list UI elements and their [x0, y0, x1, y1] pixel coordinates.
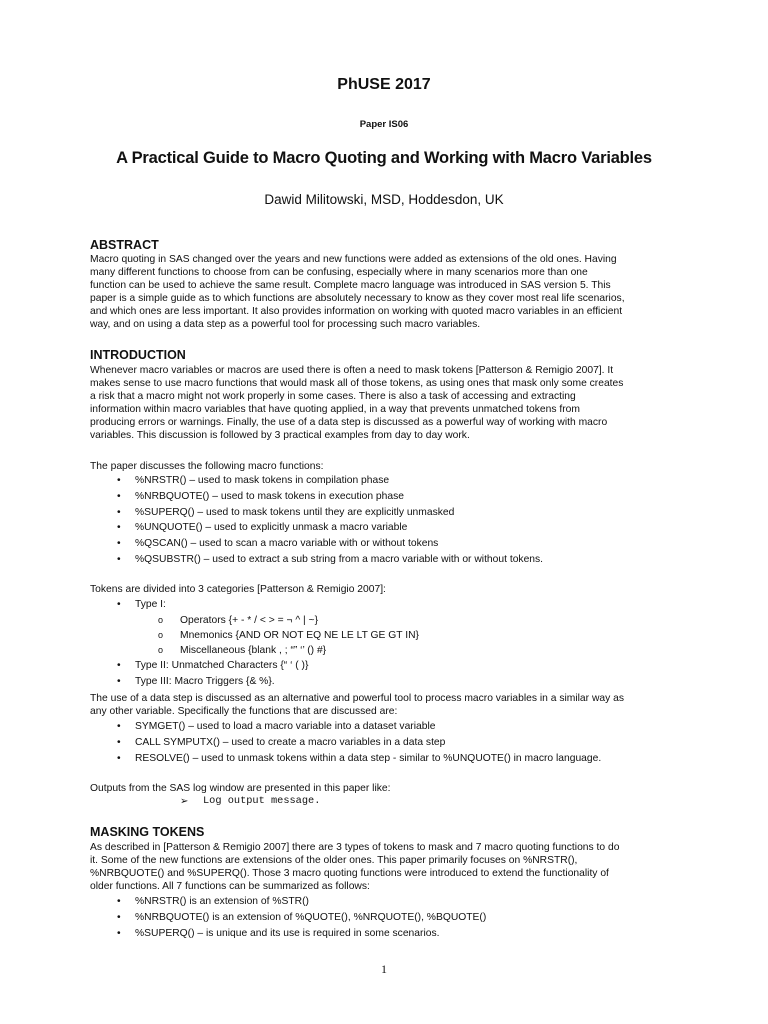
functions-intro: The paper discusses the following macro functions: [90, 461, 324, 472]
abstract-body [90, 253, 690, 332]
bullet-icon: • [117, 676, 121, 688]
datastep-paragraph [90, 692, 690, 718]
abstract-heading: ABSTRACT [90, 238, 159, 252]
list-item: • Type I: [90, 597, 690, 613]
abstract-line: Macro quoting in SAS changed over the years and new functions were added as extensions of the old ones. Having [90, 254, 617, 265]
abstract-line: function can be used to achieve the same result. Complete macro language was introduced in SAS version 5. This [90, 280, 611, 292]
author-line: Dawid Militowski, MSD, Hoddesdon, UK [264, 192, 504, 207]
log-example: ➢ Log output message. [90, 794, 690, 810]
introduction-line: information within macro variables that have quoting applied, in a way that prevents unmatched tokens from [90, 404, 580, 416]
datastep-line: The use of a data step is discussed as an alternative and powerful tool to process macro variables in a similar way as [90, 693, 624, 704]
circle-bullet-icon: o [158, 645, 164, 656]
datastep-line: any other variable. Specifically the functions that are discussed are: [90, 706, 398, 718]
token-types-list [90, 597, 690, 690]
list-item: • CALL SYMPUTX() – used to create a macro variables in a data step [90, 735, 690, 751]
bullet-icon: • [117, 660, 121, 672]
list-item: • %QSCAN() – used to scan a macro variable with or without tokens [90, 536, 690, 552]
introduction-line: variables. This discussion is followed by 3 practical examples from day to day work. [90, 430, 470, 442]
list-item: • Type III: Macro Triggers {& %}. [90, 674, 690, 690]
introduction-body [90, 364, 690, 443]
abstract-line: way, and on using a data step as a powerful tool for processing such macro variables. [90, 319, 481, 331]
list-item: • %SUPERQ() – used to mask tokens until they are explicitly unmasked [90, 505, 690, 521]
circle-bullet-icon: o [158, 629, 164, 640]
bullet-icon: • [117, 553, 121, 565]
page-number: 1 [381, 962, 387, 976]
bullet-icon: • [117, 752, 121, 764]
introduction-line: Whenever macro variables or macros are used there is often a need to mask tokens [Patterson & Remigio 2007]. It [90, 365, 614, 376]
introduction-line: makes sense to use macro functions that would mask all of those tokens, as using ones that mask only some creates [90, 378, 624, 390]
abstract-line: paper is a simple guide as to which functions are absolutely necessary to know as they cover most real life scenarios, [90, 293, 625, 305]
abstract-line: and which ones are less important. It also provides information on working with quoted macro variables in an efficient [90, 306, 623, 318]
sub-list-item: o Operators {+ - * / < > = ¬ ^ | ~} [90, 613, 690, 628]
masking-line: older functions. All 7 functions can be summarized as follows: [90, 881, 370, 893]
bullet-icon: • [117, 599, 121, 610]
conference-title: PhUSE 2017 [337, 76, 431, 93]
sub-list-item: o Mnemonics {AND OR NOT EQ NE LE LT GE GT IN} [90, 628, 690, 643]
list-item: • %NRSTR() – used to mask tokens in compilation phase [90, 473, 690, 489]
paper-title: A Practical Guide to Macro Quoting and Working with Macro Variables [116, 149, 652, 167]
functions-list [90, 473, 690, 568]
masking-line: %NRBQUOTE() and %SUPERQ(). Those 3 macro quoting functions were introduced to extend the functionality of [90, 868, 609, 880]
abstract-line: many different functions to choose from can be confusing, especially where in many scenarios more than one [90, 267, 588, 279]
bullet-icon: • [117, 736, 121, 748]
introduction-line: a risk that a macro might not work properly in some cases. There is also a task of accessing and extracting [90, 391, 576, 403]
outputs-line: Outputs from the SAS log window are presented in this paper like: [90, 783, 391, 794]
bullet-icon: • [117, 522, 121, 534]
bullet-icon: • [117, 721, 121, 732]
masking-tokens-heading: MASKING TOKENS [90, 825, 205, 839]
circle-bullet-icon: o [158, 614, 164, 625]
list-item: • %QSUBSTR() – used to extract a sub string from a macro variable with or without tokens. [90, 552, 690, 568]
bullet-icon: • [117, 927, 121, 939]
list-item: • RESOLVE() – used to unmask tokens within a data step - similar to %UNQUOTE() in macro language. [90, 751, 690, 767]
masking-functions-list [90, 894, 690, 941]
masking-tokens-body [90, 841, 690, 893]
bullet-icon: • [117, 475, 121, 486]
introduction-heading: INTRODUCTION [90, 348, 186, 362]
list-item: • %SUPERQ() – is unique and its use is required in some scenarios. [90, 926, 690, 942]
tokens-intro: Tokens are divided into 3 categories [Patterson & Remigio 2007]: [90, 584, 386, 595]
list-item: • SYMGET() – used to load a macro variable into a dataset variable [90, 719, 690, 735]
paper-id: Paper IS06 [359, 119, 409, 130]
bullet-icon: • [117, 538, 121, 550]
bullet-icon: • [117, 506, 121, 518]
bullet-icon: • [117, 911, 121, 923]
bullet-icon: • [117, 896, 121, 907]
list-item: • %NRBQUOTE() is an extension of %QUOTE(), %NRQUOTE(), %BQUOTE() [90, 910, 690, 926]
list-item: • %NRBQUOTE() – used to mask tokens in execution phase [90, 489, 690, 505]
bullet-icon: • [117, 490, 121, 502]
list-item: • %NRSTR() is an extension of %STR() [90, 894, 690, 910]
introduction-line: producing errors or warnings. Finally, the use of a data step is discussed as a powerful way of working with macro [90, 417, 608, 429]
datastep-functions-list [90, 719, 690, 766]
masking-line: it. Some of the new functions are extensions of the older ones. This paper primarily focuses on %NRSTR(), [90, 855, 578, 867]
list-item: • Type II: Unmatched Characters {“ ‘ ( )} [90, 658, 690, 674]
sub-list-item: o Miscellaneous {blank , ; “” ‘’ () #} [90, 643, 690, 658]
masking-line: As described in [Patterson & Remigio 2007] there are 3 types of tokens to mask and 7 macro quoting functions to do [90, 842, 620, 853]
list-item: • %UNQUOTE() – used to explicitly unmask a macro variable [90, 520, 690, 536]
arrow-bullet-icon: ➢ [180, 796, 189, 807]
